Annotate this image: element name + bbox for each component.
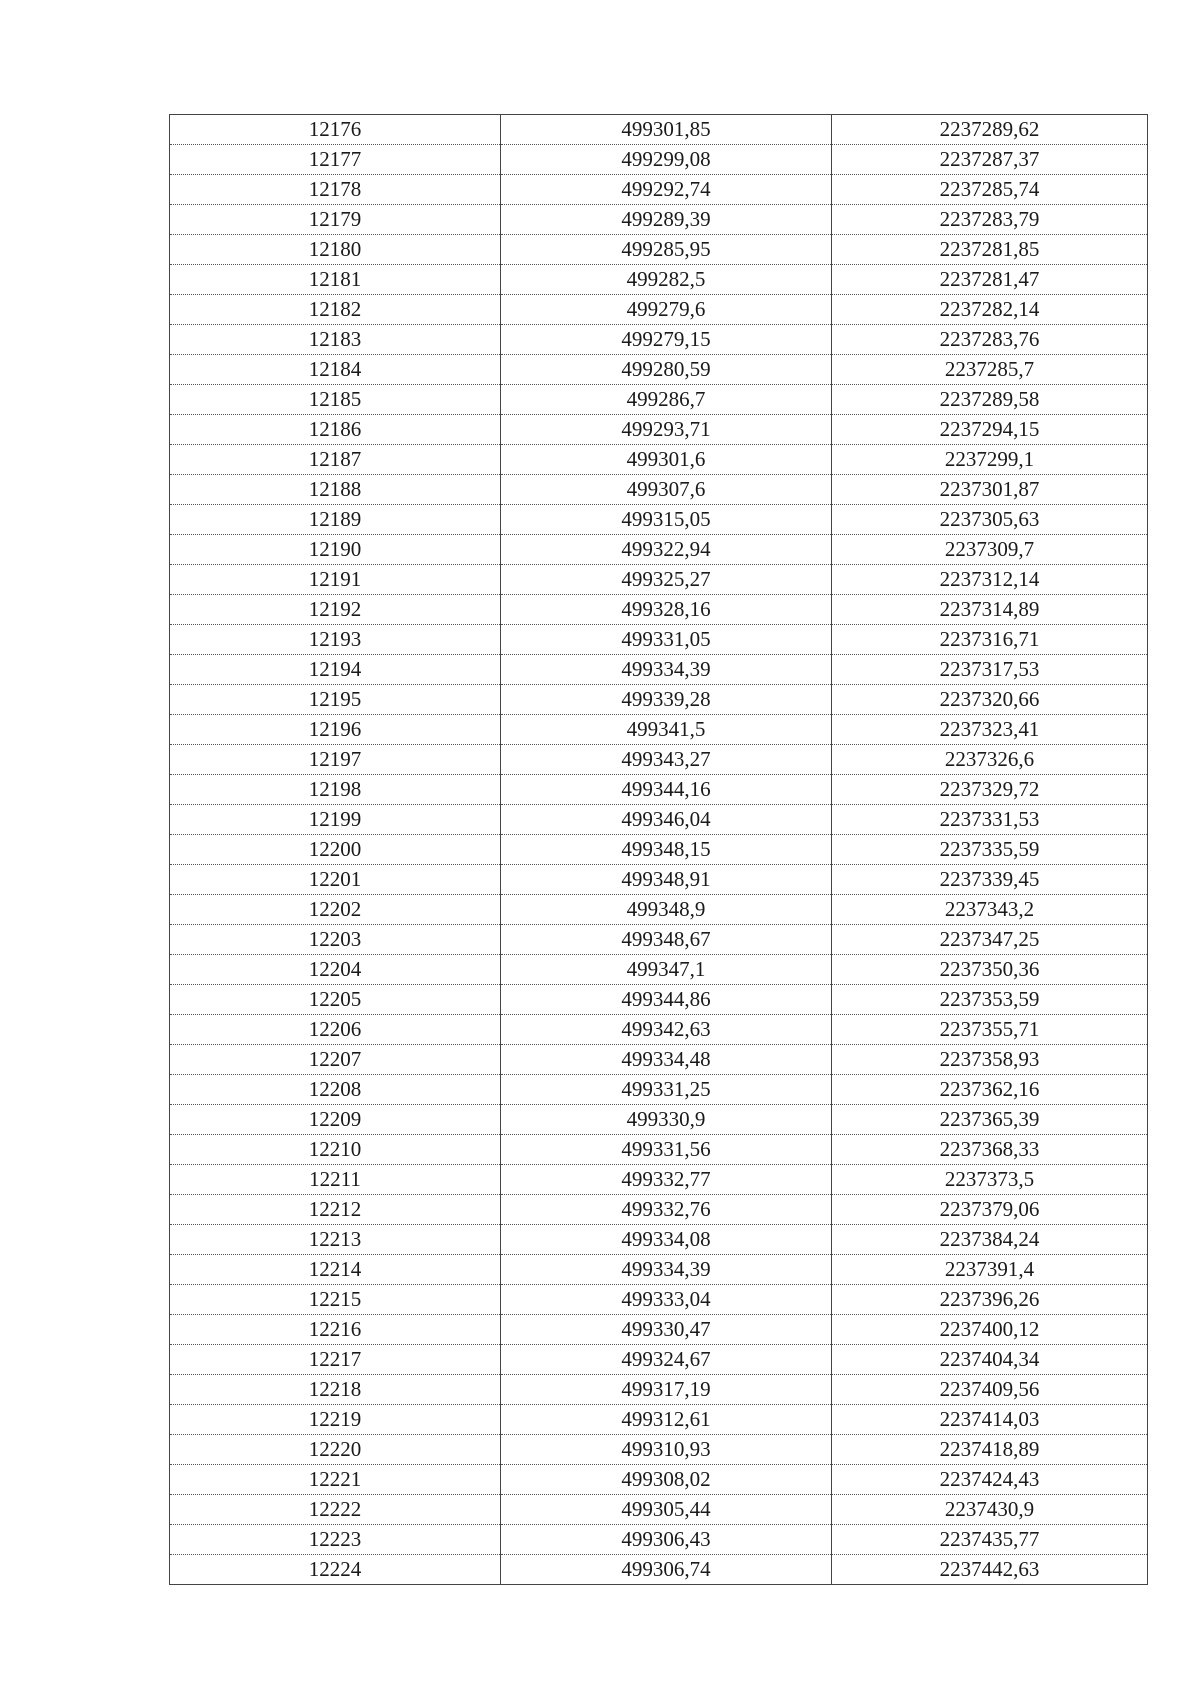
point-number-cell: 12182: [170, 295, 501, 325]
x-coordinate-cell: 499331,05: [501, 625, 832, 655]
y-coordinate-cell: 2237418,89: [832, 1435, 1148, 1465]
point-number-cell: 12208: [170, 1075, 501, 1105]
x-coordinate-cell: 499331,56: [501, 1135, 832, 1165]
table-row: [170, 205, 1148, 235]
y-coordinate-cell: 2237282,14: [832, 295, 1148, 325]
y-coordinate-cell: 2237283,76: [832, 325, 1148, 355]
table-row: [170, 535, 1148, 565]
x-coordinate-cell: 499279,6: [501, 295, 832, 325]
point-number-cell: 12204: [170, 955, 501, 985]
point-number-cell: 12193: [170, 625, 501, 655]
x-coordinate-cell: 499308,02: [501, 1465, 832, 1495]
y-coordinate-cell: 2237287,37: [832, 145, 1148, 175]
table-row: [170, 685, 1148, 715]
point-number-cell: 12201: [170, 865, 501, 895]
table-row: [170, 1555, 1148, 1585]
x-coordinate-cell: 499330,47: [501, 1315, 832, 1345]
table-row: [170, 1165, 1148, 1195]
table-body: [170, 115, 1148, 1585]
point-number-cell: 12203: [170, 925, 501, 955]
point-number-cell: 12180: [170, 235, 501, 265]
x-coordinate-cell: 499299,08: [501, 145, 832, 175]
y-coordinate-cell: 2237339,45: [832, 865, 1148, 895]
x-coordinate-cell: 499334,48: [501, 1045, 832, 1075]
y-coordinate-cell: 2237350,36: [832, 955, 1148, 985]
point-number-cell: 12190: [170, 535, 501, 565]
y-coordinate-cell: 2237281,85: [832, 235, 1148, 265]
y-coordinate-cell: 2237414,03: [832, 1405, 1148, 1435]
point-number-cell: 12222: [170, 1495, 501, 1525]
coordinates-table: [169, 114, 1148, 1585]
table-row: [170, 1315, 1148, 1345]
x-coordinate-cell: 499348,91: [501, 865, 832, 895]
x-coordinate-cell: 499339,28: [501, 685, 832, 715]
y-coordinate-cell: 2237329,72: [832, 775, 1148, 805]
x-coordinate-cell: 499310,93: [501, 1435, 832, 1465]
y-coordinate-cell: 2237283,79: [832, 205, 1148, 235]
y-coordinate-cell: 2237400,12: [832, 1315, 1148, 1345]
point-number-cell: 12187: [170, 445, 501, 475]
x-coordinate-cell: 499301,6: [501, 445, 832, 475]
point-number-cell: 12216: [170, 1315, 501, 1345]
y-coordinate-cell: 2237309,7: [832, 535, 1148, 565]
point-number-cell: 12194: [170, 655, 501, 685]
x-coordinate-cell: 499307,6: [501, 475, 832, 505]
y-coordinate-cell: 2237368,33: [832, 1135, 1148, 1165]
table-row: [170, 1195, 1148, 1225]
table-row: [170, 1075, 1148, 1105]
y-coordinate-cell: 2237289,62: [832, 115, 1148, 145]
table-row: [170, 355, 1148, 385]
point-number-cell: 12224: [170, 1555, 501, 1585]
table-row: [170, 655, 1148, 685]
table-row: [170, 1345, 1148, 1375]
table-row: [170, 1495, 1148, 1525]
table-row: [170, 175, 1148, 205]
point-number-cell: 12202: [170, 895, 501, 925]
point-number-cell: 12220: [170, 1435, 501, 1465]
table-row: [170, 1435, 1148, 1465]
table-row: [170, 235, 1148, 265]
point-number-cell: 12214: [170, 1255, 501, 1285]
x-coordinate-cell: 499347,1: [501, 955, 832, 985]
point-number-cell: 12189: [170, 505, 501, 535]
point-number-cell: 12212: [170, 1195, 501, 1225]
x-coordinate-cell: 499315,05: [501, 505, 832, 535]
point-number-cell: 12210: [170, 1135, 501, 1165]
y-coordinate-cell: 2237358,93: [832, 1045, 1148, 1075]
table-row: [170, 1225, 1148, 1255]
x-coordinate-cell: 499282,5: [501, 265, 832, 295]
x-coordinate-cell: 499348,9: [501, 895, 832, 925]
table-row: [170, 715, 1148, 745]
x-coordinate-cell: 499306,74: [501, 1555, 832, 1585]
y-coordinate-cell: 2237442,63: [832, 1555, 1148, 1585]
y-coordinate-cell: 2237281,47: [832, 265, 1148, 295]
point-number-cell: 12217: [170, 1345, 501, 1375]
x-coordinate-cell: 499324,67: [501, 1345, 832, 1375]
table-row: [170, 1525, 1148, 1555]
y-coordinate-cell: 2237326,6: [832, 745, 1148, 775]
point-number-cell: 12192: [170, 595, 501, 625]
x-coordinate-cell: 499333,04: [501, 1285, 832, 1315]
table-row: [170, 415, 1148, 445]
y-coordinate-cell: 2237391,4: [832, 1255, 1148, 1285]
x-coordinate-cell: 499331,25: [501, 1075, 832, 1105]
y-coordinate-cell: 2237343,2: [832, 895, 1148, 925]
y-coordinate-cell: 2237347,25: [832, 925, 1148, 955]
x-coordinate-cell: 499346,04: [501, 805, 832, 835]
x-coordinate-cell: 499348,15: [501, 835, 832, 865]
x-coordinate-cell: 499317,19: [501, 1375, 832, 1405]
x-coordinate-cell: 499342,63: [501, 1015, 832, 1045]
y-coordinate-cell: 2237317,53: [832, 655, 1148, 685]
x-coordinate-cell: 499334,39: [501, 655, 832, 685]
y-coordinate-cell: 2237335,59: [832, 835, 1148, 865]
point-number-cell: 12213: [170, 1225, 501, 1255]
point-number-cell: 12191: [170, 565, 501, 595]
point-number-cell: 12223: [170, 1525, 501, 1555]
point-number-cell: 12219: [170, 1405, 501, 1435]
y-coordinate-cell: 2237316,71: [832, 625, 1148, 655]
x-coordinate-cell: 499348,67: [501, 925, 832, 955]
table-row: [170, 595, 1148, 625]
table-row: [170, 1015, 1148, 1045]
point-number-cell: 12195: [170, 685, 501, 715]
table-row: [170, 1045, 1148, 1075]
x-coordinate-cell: 499279,15: [501, 325, 832, 355]
y-coordinate-cell: 2237285,7: [832, 355, 1148, 385]
table-row: [170, 1285, 1148, 1315]
x-coordinate-cell: 499286,7: [501, 385, 832, 415]
table-row: [170, 145, 1148, 175]
table-row: [170, 115, 1148, 145]
table-row: [170, 895, 1148, 925]
x-coordinate-cell: 499306,43: [501, 1525, 832, 1555]
x-coordinate-cell: 499322,94: [501, 535, 832, 565]
point-number-cell: 12179: [170, 205, 501, 235]
y-coordinate-cell: 2237379,06: [832, 1195, 1148, 1225]
y-coordinate-cell: 2237396,26: [832, 1285, 1148, 1315]
x-coordinate-cell: 499332,77: [501, 1165, 832, 1195]
table-row: [170, 445, 1148, 475]
point-number-cell: 12186: [170, 415, 501, 445]
table-row: [170, 475, 1148, 505]
x-coordinate-cell: 499332,76: [501, 1195, 832, 1225]
y-coordinate-cell: 2237299,1: [832, 445, 1148, 475]
table-row: [170, 805, 1148, 835]
y-coordinate-cell: 2237294,15: [832, 415, 1148, 445]
point-number-cell: 12198: [170, 775, 501, 805]
y-coordinate-cell: 2237373,5: [832, 1165, 1148, 1195]
point-number-cell: 12188: [170, 475, 501, 505]
x-coordinate-cell: 499341,5: [501, 715, 832, 745]
y-coordinate-cell: 2237355,71: [832, 1015, 1148, 1045]
y-coordinate-cell: 2237424,43: [832, 1465, 1148, 1495]
y-coordinate-cell: 2237301,87: [832, 475, 1148, 505]
table-row: [170, 925, 1148, 955]
x-coordinate-cell: 499293,71: [501, 415, 832, 445]
y-coordinate-cell: 2237320,66: [832, 685, 1148, 715]
x-coordinate-cell: 499344,86: [501, 985, 832, 1015]
x-coordinate-cell: 499289,39: [501, 205, 832, 235]
table-row: [170, 775, 1148, 805]
table-row: [170, 505, 1148, 535]
x-coordinate-cell: 499343,27: [501, 745, 832, 775]
x-coordinate-cell: 499301,85: [501, 115, 832, 145]
y-coordinate-cell: 2237404,34: [832, 1345, 1148, 1375]
table-row: [170, 745, 1148, 775]
table-row: [170, 985, 1148, 1015]
point-number-cell: 12209: [170, 1105, 501, 1135]
x-coordinate-cell: 499312,61: [501, 1405, 832, 1435]
x-coordinate-cell: 499328,16: [501, 595, 832, 625]
y-coordinate-cell: 2237312,14: [832, 565, 1148, 595]
table-row: [170, 1405, 1148, 1435]
point-number-cell: 12183: [170, 325, 501, 355]
point-number-cell: 12196: [170, 715, 501, 745]
y-coordinate-cell: 2237362,16: [832, 1075, 1148, 1105]
point-number-cell: 12211: [170, 1165, 501, 1195]
table-row: [170, 1105, 1148, 1135]
point-number-cell: 12185: [170, 385, 501, 415]
y-coordinate-cell: 2237409,56: [832, 1375, 1148, 1405]
y-coordinate-cell: 2237305,63: [832, 505, 1148, 535]
point-number-cell: 12181: [170, 265, 501, 295]
point-number-cell: 12205: [170, 985, 501, 1015]
y-coordinate-cell: 2237285,74: [832, 175, 1148, 205]
y-coordinate-cell: 2237314,89: [832, 595, 1148, 625]
table-row: [170, 325, 1148, 355]
table-row: [170, 865, 1148, 895]
y-coordinate-cell: 2237323,41: [832, 715, 1148, 745]
y-coordinate-cell: 2237353,59: [832, 985, 1148, 1015]
x-coordinate-cell: 499325,27: [501, 565, 832, 595]
x-coordinate-cell: 499280,59: [501, 355, 832, 385]
point-number-cell: 12207: [170, 1045, 501, 1075]
y-coordinate-cell: 2237289,58: [832, 385, 1148, 415]
y-coordinate-cell: 2237365,39: [832, 1105, 1148, 1135]
x-coordinate-cell: 499285,95: [501, 235, 832, 265]
y-coordinate-cell: 2237384,24: [832, 1225, 1148, 1255]
point-number-cell: 12176: [170, 115, 501, 145]
point-number-cell: 12184: [170, 355, 501, 385]
table-row: [170, 295, 1148, 325]
x-coordinate-cell: 499334,39: [501, 1255, 832, 1285]
x-coordinate-cell: 499344,16: [501, 775, 832, 805]
x-coordinate-cell: 499305,44: [501, 1495, 832, 1525]
table-row: [170, 1135, 1148, 1165]
table-row: [170, 625, 1148, 655]
y-coordinate-cell: 2237435,77: [832, 1525, 1148, 1555]
point-number-cell: 12200: [170, 835, 501, 865]
point-number-cell: 12206: [170, 1015, 501, 1045]
point-number-cell: 12199: [170, 805, 501, 835]
x-coordinate-cell: 499330,9: [501, 1105, 832, 1135]
table-row: [170, 1465, 1148, 1495]
x-coordinate-cell: 499334,08: [501, 1225, 832, 1255]
x-coordinate-cell: 499292,74: [501, 175, 832, 205]
point-number-cell: 12197: [170, 745, 501, 775]
point-number-cell: 12218: [170, 1375, 501, 1405]
table-row: [170, 1375, 1148, 1405]
table-row: [170, 385, 1148, 415]
table-row: [170, 955, 1148, 985]
table-row: [170, 265, 1148, 295]
table-row: [170, 1255, 1148, 1285]
table-row: [170, 565, 1148, 595]
point-number-cell: 12177: [170, 145, 501, 175]
point-number-cell: 12221: [170, 1465, 501, 1495]
point-number-cell: 12178: [170, 175, 501, 205]
y-coordinate-cell: 2237430,9: [832, 1495, 1148, 1525]
y-coordinate-cell: 2237331,53: [832, 805, 1148, 835]
point-number-cell: 12215: [170, 1285, 501, 1315]
table-row: [170, 835, 1148, 865]
